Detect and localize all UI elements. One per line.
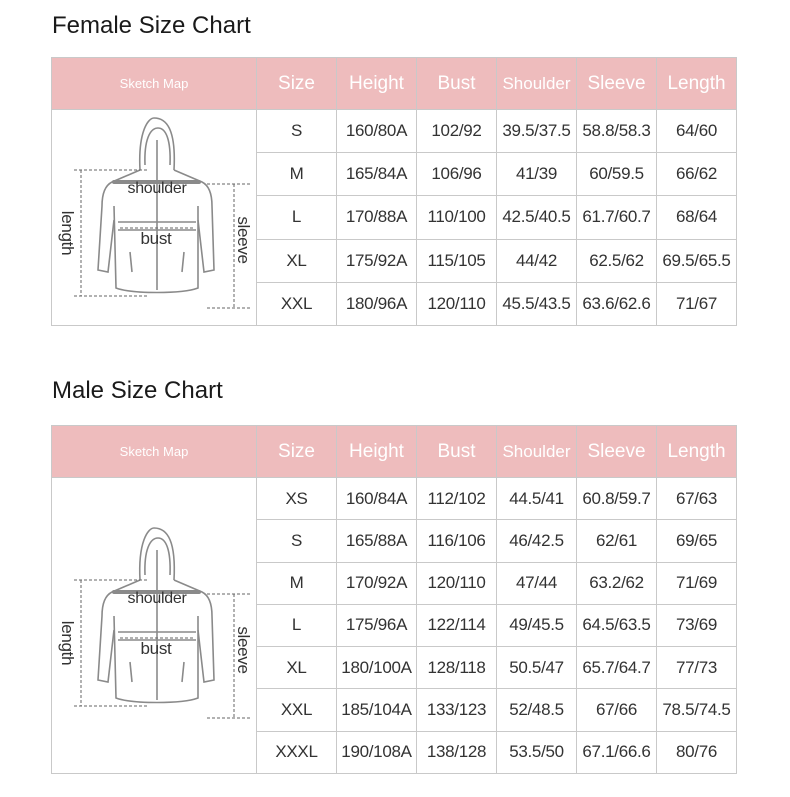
cell-bust: 138/128 [417,731,497,773]
cell-size: XXXL [257,731,337,773]
header-size: Size [257,426,337,478]
cell-height: 165/88A [337,520,417,562]
cell-bust: 115/105 [417,239,497,282]
cell-length: 80/76 [657,731,737,773]
table-row [52,478,737,520]
cell-shoulder: 45.5/43.5 [497,282,577,325]
cell-size: S [257,520,337,562]
cell-shoulder: 41/39 [497,153,577,196]
cell-height: 190/108A [337,731,417,773]
cell-height: 180/96A [337,282,417,325]
header-sleeve: Sleeve [577,426,657,478]
cell-height: 160/84A [337,478,417,520]
cell-size: L [257,604,337,646]
header-bust: Bust [417,58,497,110]
sketch-label-sleeve: sleeve [234,626,253,674]
header-height: Height [337,426,417,478]
cell-shoulder: 46/42.5 [497,520,577,562]
cell-shoulder: 50.5/47 [497,647,577,689]
header-length: Length [657,58,737,110]
cell-bust: 102/92 [417,110,497,153]
cell-bust: 116/106 [417,520,497,562]
cell-length: 71/69 [657,562,737,604]
header-size: Size [257,58,337,110]
cell-length: 66/62 [657,153,737,196]
cell-shoulder: 42.5/40.5 [497,196,577,239]
header-sketch-map: Sketch Map [52,58,257,110]
sketch-label-shoulder: shoulder [127,590,187,607]
cell-size: L [257,196,337,239]
cell-height: 170/88A [337,196,417,239]
sketch-label-bust: bust [140,229,172,248]
cell-sleeve: 67.1/66.6 [577,731,657,773]
cell-sleeve: 62/61 [577,520,657,562]
cell-height: 180/100A [337,647,417,689]
sketch-map-cell [52,478,257,774]
cell-length: 69.5/65.5 [657,239,737,282]
cell-bust: 128/118 [417,647,497,689]
cell-sleeve: 63.6/62.6 [577,282,657,325]
cell-sleeve: 61.7/60.7 [577,196,657,239]
header-row [52,426,737,478]
cell-bust: 120/110 [417,562,497,604]
header-shoulder: Shoulder [497,58,577,110]
sketch-label-bust: bust [140,639,172,658]
cell-height: 175/96A [337,604,417,646]
sketch-map-cell [52,110,257,326]
cell-height: 160/80A [337,110,417,153]
cell-size: XXL [257,282,337,325]
cell-size: M [257,562,337,604]
cell-bust: 133/123 [417,689,497,731]
cell-shoulder: 53.5/50 [497,731,577,773]
cell-height: 175/92A [337,239,417,282]
male-chart-title: Male Size Chart [52,377,223,404]
cell-size: M [257,153,337,196]
male-size-table [51,425,737,774]
cell-height: 185/104A [337,689,417,731]
cell-sleeve: 67/66 [577,689,657,731]
sketch-label-shoulder: shoulder [127,180,187,197]
cell-height: 165/84A [337,153,417,196]
cell-bust: 106/96 [417,153,497,196]
cell-length: 67/63 [657,478,737,520]
cell-size: S [257,110,337,153]
jacket-sketch [52,478,256,768]
cell-sleeve: 65.7/64.7 [577,647,657,689]
table-row [52,110,737,153]
cell-length: 69/65 [657,520,737,562]
header-height: Height [337,58,417,110]
cell-size: XL [257,239,337,282]
header-sketch-map: Sketch Map [52,426,257,478]
female-chart-title: Female Size Chart [52,12,251,39]
cell-size: XL [257,647,337,689]
cell-sleeve: 63.2/62 [577,562,657,604]
cell-size: XS [257,478,337,520]
cell-length: 71/67 [657,282,737,325]
cell-length: 77/73 [657,647,737,689]
cell-shoulder: 52/48.5 [497,689,577,731]
female-size-table [51,57,737,326]
cell-sleeve: 60/59.5 [577,153,657,196]
cell-shoulder: 49/45.5 [497,604,577,646]
jacket-sketch [52,110,256,320]
cell-shoulder: 39.5/37.5 [497,110,577,153]
cell-size: XXL [257,689,337,731]
cell-sleeve: 60.8/59.7 [577,478,657,520]
sketch-label-sleeve: sleeve [234,216,253,264]
cell-shoulder: 47/44 [497,562,577,604]
sketch-label-length: length [58,210,77,256]
cell-length: 68/64 [657,196,737,239]
header-row [52,58,737,110]
header-shoulder: Shoulder [497,426,577,478]
cell-bust: 120/110 [417,282,497,325]
header-sleeve: Sleeve [577,58,657,110]
cell-shoulder: 44/42 [497,239,577,282]
cell-sleeve: 64.5/63.5 [577,604,657,646]
cell-length: 64/60 [657,110,737,153]
cell-shoulder: 44.5/41 [497,478,577,520]
header-bust: Bust [417,426,497,478]
cell-height: 170/92A [337,562,417,604]
cell-length: 73/69 [657,604,737,646]
cell-bust: 110/100 [417,196,497,239]
cell-length: 78.5/74.5 [657,689,737,731]
cell-bust: 122/114 [417,604,497,646]
cell-sleeve: 58.8/58.3 [577,110,657,153]
header-length: Length [657,426,737,478]
cell-sleeve: 62.5/62 [577,239,657,282]
cell-bust: 112/102 [417,478,497,520]
sketch-label-length: length [58,620,77,666]
